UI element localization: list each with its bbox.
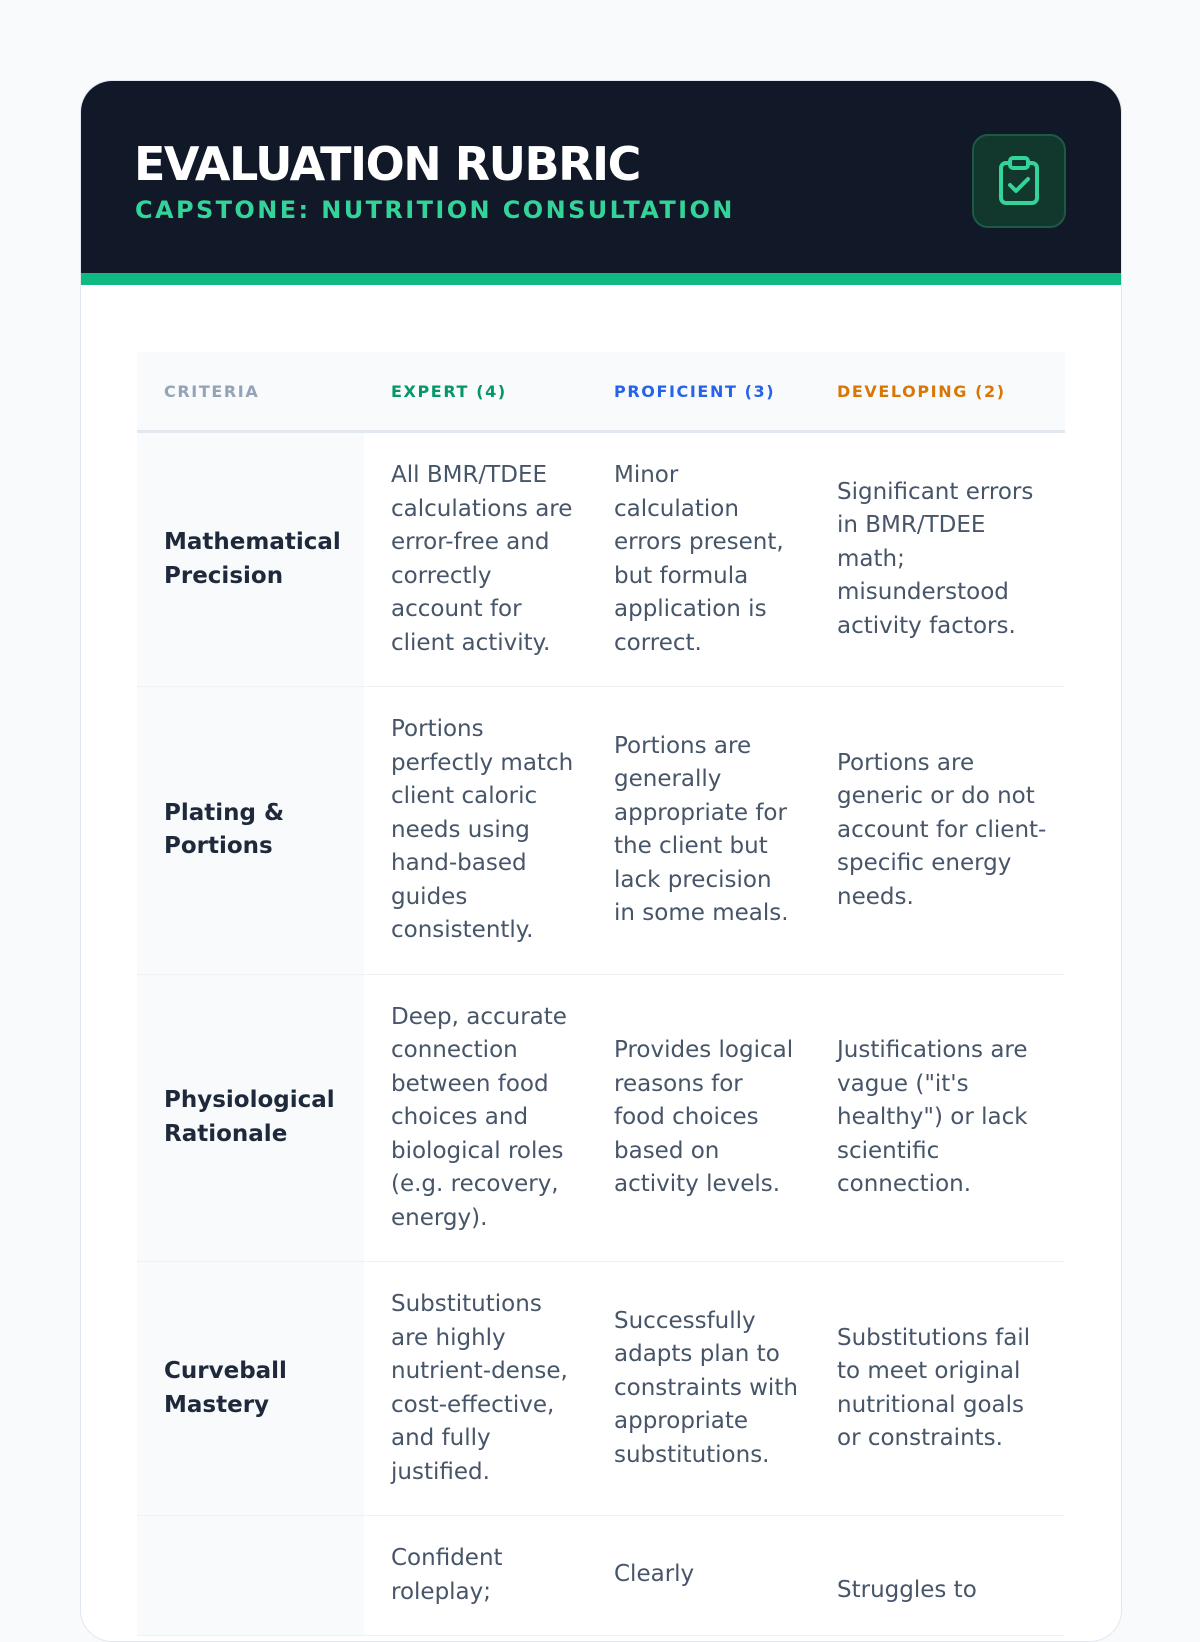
criterion-cell: Curveball Mastery: [137, 1262, 364, 1516]
page-subtitle: CAPSTONE: NUTRITION CONSULTATION: [135, 196, 735, 224]
criterion-cell: Plating & Portions: [137, 687, 364, 975]
expert-cell: Portions perfectly match client caloric needs using hand-based guides consistently.: [364, 687, 587, 975]
clipboard-check-icon: [995, 155, 1043, 207]
table-header-row: [137, 352, 1065, 432]
expert-cell: All BMR/TDEE calculations are error-free and correctly account for client activity.: [364, 432, 587, 687]
expert-cell: Confident roleplay;: [364, 1516, 587, 1636]
table-row: [137, 974, 1065, 1262]
proficient-cell: Minor calculation errors present, but formula application is correct.: [587, 432, 810, 687]
developing-cell: Substitutions fail to meet original nutritional goals or constraints.: [810, 1262, 1065, 1516]
expert-cell: Substitutions are highly nutrient-dense, cost-effective, and fully justified.: [364, 1262, 587, 1516]
proficient-cell: Provides logical reasons for food choices based on activity levels.: [587, 974, 810, 1262]
column-header-criteria: CRITERIA: [137, 352, 364, 432]
criterion-cell: Physiological Rationale: [137, 974, 364, 1262]
expert-cell: Deep, accurate connection between food choices and biological roles (e.g. recovery, energy).: [364, 974, 587, 1262]
table-row: [137, 432, 1065, 687]
column-header-expert: EXPERT (4): [364, 352, 587, 432]
clipboard-badge: [972, 134, 1066, 228]
developing-cell: Struggles to: [810, 1516, 1065, 1636]
table-row: [137, 1516, 1065, 1636]
proficient-cell: Portions are generally appropriate for the client but lack precision in some meals.: [587, 687, 810, 975]
table-row: [137, 687, 1065, 975]
criterion-cell: Mathematical Precision: [137, 432, 364, 687]
rubric-header: [81, 81, 1121, 285]
table-row: [137, 1262, 1065, 1516]
page-title: EVALUATION RUBRIC: [134, 137, 640, 191]
criterion-cell: [137, 1516, 364, 1636]
proficient-cell: Clearly: [587, 1516, 810, 1636]
developing-cell: Justifications are vague ("it's healthy") or lack scientific connection.: [810, 974, 1065, 1262]
rubric-card: [80, 80, 1122, 1642]
rubric-table: [137, 352, 1065, 1636]
developing-cell: Significant errors in BMR/TDEE math; misunderstood activity factors.: [810, 432, 1065, 687]
developing-cell: Portions are generic or do not account for client-specific energy needs.: [810, 687, 1065, 975]
column-header-proficient: PROFICIENT (3): [587, 352, 810, 432]
column-header-developing: DEVELOPING (2): [810, 352, 1065, 432]
proficient-cell: Successfully adapts plan to constraints with appropriate substitutions.: [587, 1262, 810, 1516]
